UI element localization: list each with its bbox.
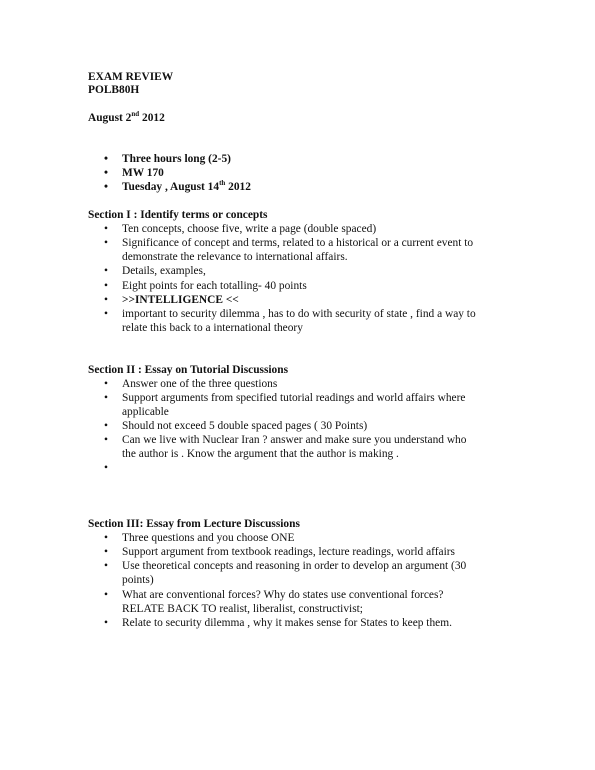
section-1-item-cont: demonstrate the relevance to international affairs. bbox=[122, 251, 348, 263]
section-1-item: Ten concepts, choose five, write a page (double spaced) bbox=[122, 223, 377, 235]
bullet-icon: • bbox=[104, 532, 108, 544]
bullet-icon: • bbox=[104, 167, 108, 179]
section-2-item: Answer one of the three questions bbox=[122, 378, 278, 390]
section-2-item: Support arguments from specified tutorial readings and world affairs where bbox=[122, 392, 466, 404]
section-3-item: What are conventional forces? Why do states use conventional forces? bbox=[122, 589, 444, 601]
bullet-icon: • bbox=[104, 392, 108, 404]
bullet-icon: • bbox=[104, 462, 108, 474]
section-2-heading: Section II : Essay on Tutorial Discussions bbox=[88, 364, 289, 376]
section-2-item-cont: applicable bbox=[122, 406, 169, 418]
section-2-item-cont: the author is . Know the argument that the author is making . bbox=[122, 448, 399, 460]
section-1-item: >>INTELLIGENCE << bbox=[122, 294, 239, 306]
exam-room: MW 170 bbox=[122, 167, 164, 179]
section-1-item: important to security dilemma , has to do with security of state , find a way to bbox=[122, 308, 476, 320]
section-2-item: Can we live with Nuclear Iran ? answer and make sure you understand who bbox=[122, 434, 467, 446]
section-3-item-cont: points) bbox=[122, 574, 154, 586]
course-code: POLB80H bbox=[88, 84, 140, 96]
section-1-item-cont: relate this back to a international theory bbox=[122, 322, 303, 334]
section-3-heading: Section III: Essay from Lecture Discussions bbox=[88, 518, 300, 530]
review-date: August 2nd 2012 bbox=[88, 110, 165, 124]
section-1-heading: Section I : Identify terms or concepts bbox=[88, 209, 268, 221]
bullet-icon: • bbox=[104, 434, 108, 446]
section-1-item: Eight points for each totalling- 40 points bbox=[122, 280, 307, 292]
exam-date: Tuesday , August 14th 2012 bbox=[122, 179, 251, 193]
bullet-icon: • bbox=[104, 589, 108, 601]
section-2-item: Should not exceed 5 double spaced pages ( 30 Points) bbox=[122, 420, 368, 432]
bullet-icon: • bbox=[104, 153, 108, 165]
exam-duration: Three hours long (2-5) bbox=[122, 153, 231, 165]
bullet-icon: • bbox=[104, 265, 108, 277]
section-3-item-cont: RELATE BACK TO realist, liberalist, constructivist; bbox=[122, 603, 363, 615]
bullet-icon: • bbox=[104, 420, 108, 432]
bullet-icon: • bbox=[104, 181, 108, 193]
bullet-icon: • bbox=[104, 560, 108, 572]
section-3-item: Support argument from textbook readings, lecture readings, world affairs bbox=[122, 546, 455, 558]
section-3-item: Use theoretical concepts and reasoning in order to develop an argument (30 bbox=[122, 560, 467, 572]
doc-title: EXAM REVIEW bbox=[88, 71, 174, 83]
bullet-icon: • bbox=[104, 308, 108, 320]
bullet-icon: • bbox=[104, 546, 108, 558]
bullet-icon: • bbox=[104, 280, 108, 292]
bullet-icon: • bbox=[104, 617, 108, 629]
section-1-item: Details, examples, bbox=[122, 265, 206, 277]
bullet-icon: • bbox=[104, 223, 108, 235]
bullet-icon: • bbox=[104, 294, 108, 306]
section-3-item: Three questions and you choose ONE bbox=[122, 532, 295, 544]
section-1-item: Significance of concept and terms, related to a historical or a current event to bbox=[122, 237, 474, 249]
bullet-icon: • bbox=[104, 237, 108, 249]
section-3-item: Relate to security dilemma , why it makes sense for States to keep them. bbox=[122, 617, 452, 629]
bullet-icon: • bbox=[104, 378, 108, 390]
